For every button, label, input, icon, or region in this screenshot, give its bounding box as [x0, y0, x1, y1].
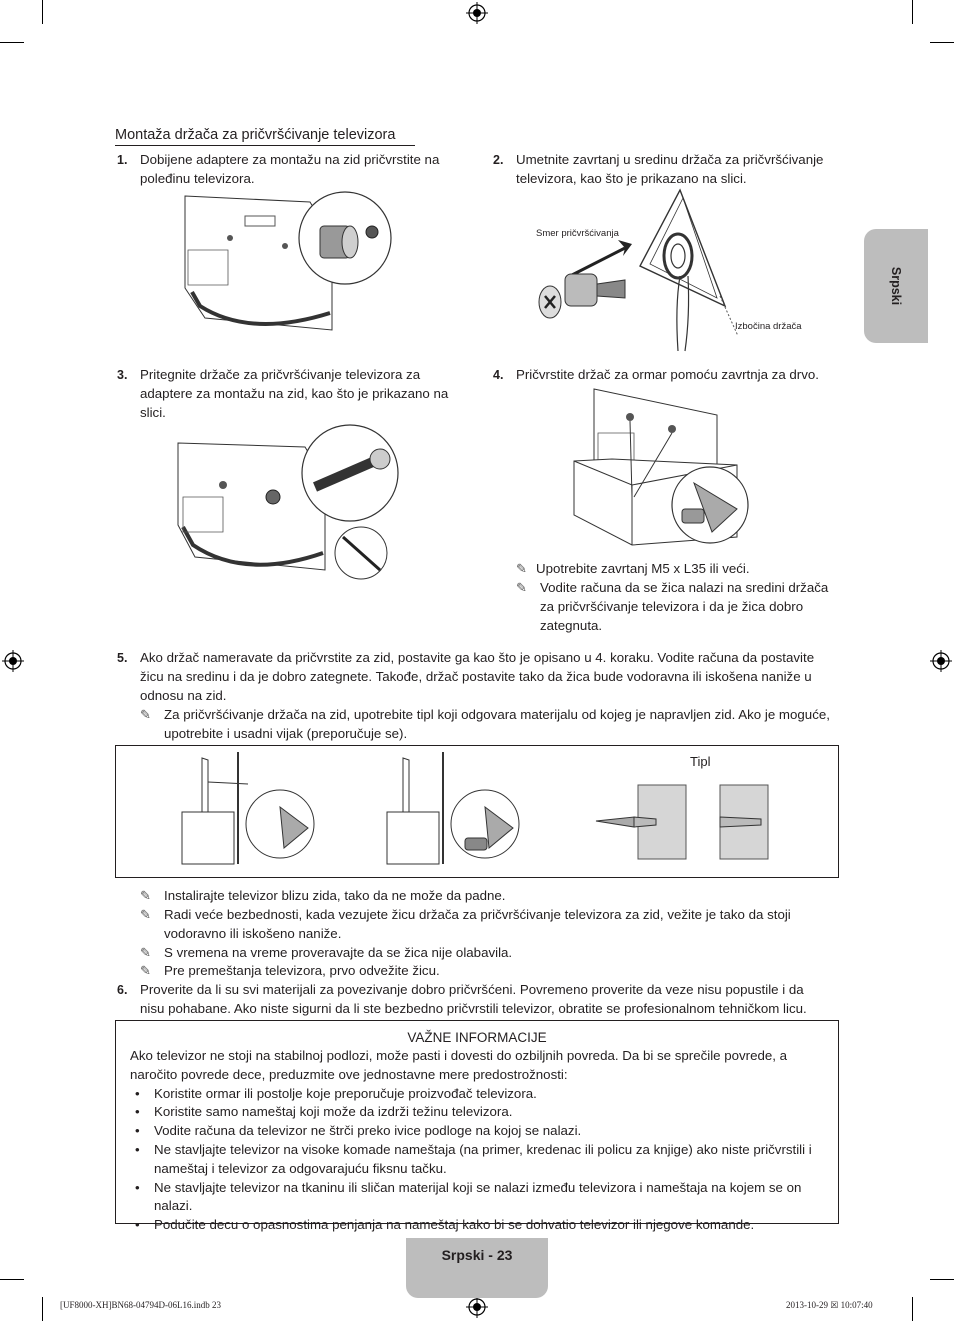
- pencil-note-icon: ✎: [516, 561, 527, 576]
- note-item: ✎ Radi veće bezbednosti, kada vezujete žicu držača za pričvršćivanje televizora za zid, vežite je tako da stoji vodoravno ili iskošeno naniže.: [140, 907, 791, 941]
- print-timestamp: 2013-10-29 ☒ 10:07:40: [786, 1300, 873, 1310]
- step-number: 1.: [117, 153, 128, 167]
- pencil-note-icon: ✎: [140, 707, 151, 722]
- step-number: 3.: [117, 368, 128, 382]
- step-3-text: Pritegnite držače za pričvršćivanje televizora za adaptere za montažu na zid, kao što je prikazano na slici.: [140, 367, 449, 420]
- pencil-note-icon: ✎: [140, 963, 151, 978]
- figure-wall-adapters: [180, 188, 395, 338]
- step-6-text: Proverite da li su svi materijali za povezivanje dobro pričvršćeni. Povremeno proverite da veze nisu popustile i da nisu pohabane. Ako niste sigurni da li ste bezbedno pričvrstili televizor, obratite se profesionalnom tehničkom licu.: [140, 982, 807, 1016]
- list-item: • Vodite računa da televizor ne štrči preko ivice podloge na kojoj se nalazi.: [130, 1122, 824, 1141]
- important-title: VAŽNE INFORMACIJE: [407, 1030, 547, 1045]
- list-item: • Koristite ormar ili postolje koje preporučuje proizvođač televizora.: [130, 1085, 824, 1104]
- label-wall-plug: Tipl: [690, 754, 711, 769]
- note-item: ✎ S vremena na vreme proveravajte da se žica nije olabavila.: [140, 944, 854, 963]
- note-item: ✎ Upotrebite zavrtanj M5 x L35 ili veći.: [516, 560, 826, 579]
- registration-mark-icon: [466, 2, 488, 24]
- step-1-text: Dobijene adaptere za montažu na zid pričvrstite na poleđinu televizora.: [140, 152, 440, 186]
- pencil-note-icon: ✎: [140, 945, 151, 960]
- crop-mark: [0, 42, 24, 43]
- step-number: 6.: [117, 983, 128, 997]
- crop-mark: [912, 0, 913, 24]
- important-intro: Ako televizor ne stoji na stabilnoj podlozi, može pasti i dovesti do ozbiljnih povreda. Da bi se sprečile povrede, a naročito povrede dece, preduzmite ove jednostavne mere predostrožnosti:: [130, 1048, 788, 1082]
- crop-mark: [930, 42, 954, 43]
- page-number: Srpski - 23: [441, 1247, 513, 1263]
- list-item: • Ne stavljajte televizor na tkaninu ili sličan materijal koji se nalazi između televizora i nameštaja na kojem se on nalazi.: [130, 1179, 824, 1217]
- note-item: ✎ Instalirajte televizor blizu zida, tako da ne može da padne.: [140, 887, 854, 906]
- side-tab-label: Srpski: [889, 266, 903, 306]
- step-2-text: Umetnite zavrtanj u sredinu držača za pričvršćivanje televizora, kao što je prikazano na slici.: [516, 152, 824, 186]
- pencil-note-icon: ✎: [140, 907, 151, 922]
- step-5-text: Ako držač nameravate da pričvrstite za zid, postavite ga kao što je opisano u 4. koraku. Vodite računa da postavite žicu na sredinu i da je dobro zategnete. Takođe, držač postavite tako da žica bude vodoravna ili iskošena naniže u odnosu na zid.: [140, 650, 815, 703]
- list-item: • Podučite decu o opasnostima penjanja na nameštaj kako bi se dohvatio televizor ili njegove komande.: [130, 1216, 824, 1235]
- crop-mark: [42, 1297, 43, 1321]
- pencil-note-icon: ✎: [516, 580, 527, 595]
- label-bracket-bulge: Izbočina držača: [735, 321, 802, 332]
- figure-wall-plug: [596, 783, 776, 863]
- crop-mark: [930, 1279, 954, 1280]
- crop-mark: [0, 1279, 24, 1280]
- note-item: ✎ Pre premeštanja televizora, prvo odvežite žicu.: [140, 962, 854, 981]
- figure-tighten-brackets: [175, 425, 395, 580]
- crop-mark: [42, 0, 43, 24]
- label-fastening-direction: Smer pričvršćivanja: [536, 228, 619, 239]
- list-item: • Koristite samo nameštaj koji može da izdrži težinu televizora.: [130, 1103, 824, 1122]
- print-file-info: [UF8000-XH]BN68-04794D-06L16.indb 23: [60, 1300, 221, 1310]
- step-number: 2.: [493, 153, 504, 167]
- note-item: ✎ Za pričvršćivanje držača na zid, upotrebite tipl koji odgovara materijalu od kojeg je napravljen zid. Ako je moguće, upotrebite i usadni vijak (preporučuje se).: [140, 707, 830, 741]
- registration-mark-icon: [466, 1296, 488, 1318]
- list-item: • Ne stavljajte televizor na visoke komade nameštaja (na primer, kredenac ili policu za knjige) ako niste pričvrstili i nameštaj i televizor za odgovarajuću fiksnu tačku.: [130, 1141, 824, 1179]
- registration-mark-icon: [2, 650, 24, 672]
- figure-wall-mount-b: [385, 752, 545, 867]
- section-title: Montaža držača za pričvršćivanje televizora: [115, 127, 415, 146]
- important-bullets: [130, 1085, 824, 1235]
- important-info-box: [115, 1020, 839, 1233]
- note-item: ✎ Vodite računa da se žica nalazi na sredini držača za pričvršćivanje televizora i da je žica dobro zategnuta.: [516, 580, 829, 633]
- page-number-tab: [406, 1238, 548, 1298]
- step-4-text: Pričvrstite držač za ormar pomoću zavrtnja za drvo.: [516, 367, 819, 382]
- figure-wall-mount-a: [180, 752, 340, 867]
- pencil-note-icon: ✎: [140, 888, 151, 903]
- registration-mark-icon: [930, 650, 952, 672]
- figure-screw-into-bracket: [530, 186, 760, 354]
- crop-mark: [912, 1297, 913, 1321]
- figure-cabinet-bracket: [572, 387, 747, 547]
- language-side-tab: [864, 229, 928, 343]
- step-number: 5.: [117, 651, 128, 665]
- step-number: 4.: [493, 368, 504, 382]
